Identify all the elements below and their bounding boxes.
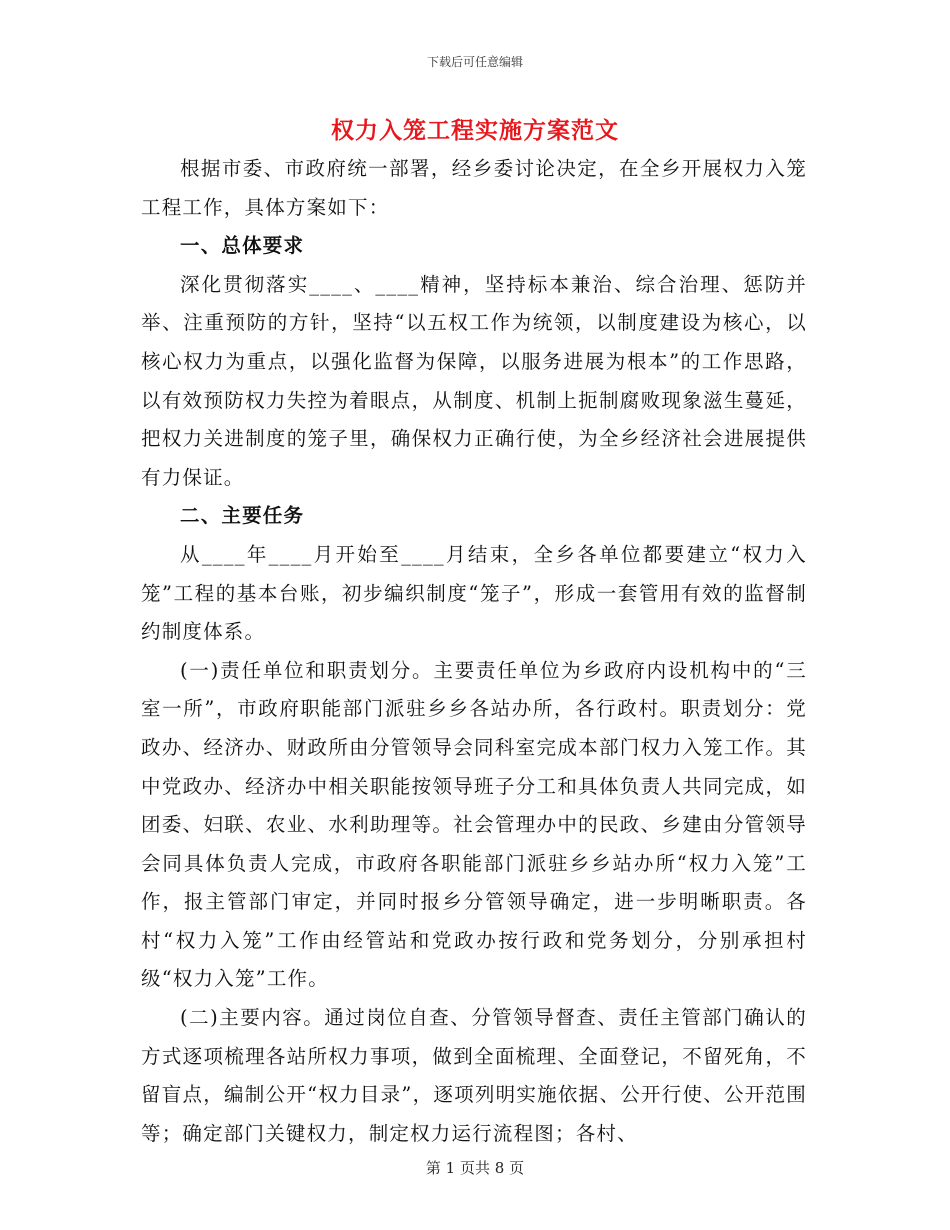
- header-note: 下载后可任意编辑: [426, 55, 523, 69]
- paragraph-general-requirements: 深化贯彻落实____、____精神，坚持标本兼治、综合治理、惩防并举、注重预防的方针，坚持“以五权工作为统领，以制度建设为核心，以核心权力为重点，以强化监督为保障，以服务进展为根本”的工作思路，以有效预防权力失控为着眼点，从制度、机制上扼制腐败现象滋生蔓延，把权力关进制度的笼子里，确保权力正确行使，为全乡经济社会进展提供有力保证。: [141, 272, 807, 489]
- document-body: [141, 150, 807, 1153]
- page-footer: 第 1 页共 8 页: [425, 1159, 525, 1177]
- section-heading-main-tasks: 二、主要任务: [180, 504, 305, 528]
- document-title: 权力入笼工程实施方案范文: [331, 117, 619, 144]
- section-heading-general-requirements: 一、总体要求: [180, 234, 305, 258]
- paragraph-main-tasks: 从____年____月开始至____月结束，全乡各单位都要建立“权力入笼”工程的基本台账，初步编织制度“笼子”，形成一套管用有效的监督制约制度体系。: [141, 542, 807, 644]
- paragraph-main-content: (二)主要内容。通过岗位自查、分管领导督查、责任主管部门确认的方式逐项梳理各站所权力事项，做到全面梳理、全面登记，不留死角，不留盲点，编制公开“权力目录”，逐项列明实施依据、公开行使、公开范围等；确定部门关键权力，制定权力运行流程图；各村、: [141, 1006, 807, 1145]
- paragraph-intro: 根据市委、市政府统一部署，经乡委讨论决定，在全乡开展权力入笼工程工作，具体方案如下：: [141, 157, 807, 219]
- paragraph-responsibility-units: (一)责任单位和职责划分。主要责任单位为乡政府内设机构中的“三室一所”，市政府职能部门派驻乡乡各站办所，各行政村。职责划分：党政办、经济办、财政所由分管领导会同科室完成本部门权力入笼工作。其中党政办、经济办中相关职能按领导班子分工和具体负责人共同完成，如团委、妇联、农业、水利助理等。社会管理办中的民政、乡建由分管领导会同具体负责人完成，市政府各职能部门派驻乡乡站办所“权力入笼”工作，报主管部门审定，并同时报乡分管领导确定，进一步明晰职责。各村“权力入笼”工作由经管站和党政办按行政和党务划分，分别承担村级“权力入笼”工作。: [141, 658, 807, 991]
